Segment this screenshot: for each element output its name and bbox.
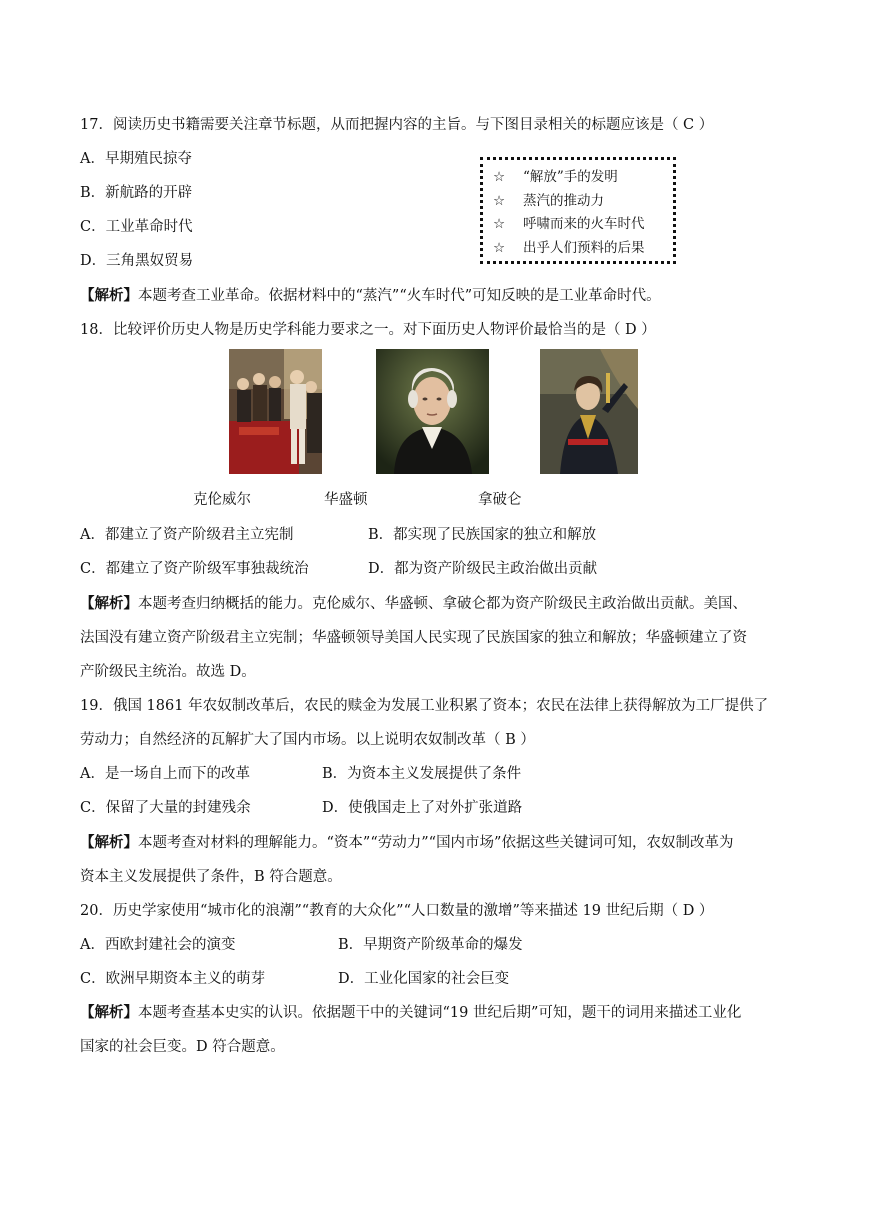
- caption-washington: 华盛顿: [324, 492, 368, 508]
- toc-item: ☆ 蒸汽的推动力: [493, 190, 673, 214]
- q17-stem: 17．阅读历史书籍需要关注章节标题，从而把握内容的主旨。与下图目录相关的标题应该是（ C ）: [80, 117, 714, 133]
- toc-item: ☆ “解放”手的发明: [493, 166, 673, 190]
- star-icon: ☆: [493, 216, 506, 232]
- star-icon: ☆: [493, 192, 506, 209]
- q20-analysis-line-2: 国家的社会巨变。D 符合题意。: [80, 1039, 285, 1055]
- q19-analysis-line-2: 资本主义发展提供了条件，B 符合题意。: [80, 869, 342, 885]
- q18-option-c: C．都建立了资产阶级军事独裁统治: [80, 561, 309, 577]
- q19-option-b: B．为资本主义发展提供了条件: [322, 766, 522, 782]
- q20-option-c: C．欧洲早期资本主义的萌芽: [80, 971, 266, 987]
- q19-stem-line-2: 劳动力；自然经济的瓦解扩大了国内市场。以上说明农奴制改革（ B ）: [80, 732, 535, 748]
- q17-option-a: A．早期殖民掠夺: [80, 151, 192, 167]
- q17-option-c: C．工业革命时代: [80, 219, 193, 235]
- star-icon: ☆: [493, 169, 506, 185]
- q19-stem-line-1: 19．俄国 1861 年农奴制改革后，农民的赎金为发展工业积累了资本；农民在法律上获得解放为工厂提供了: [80, 698, 769, 714]
- star-icon: ☆: [493, 239, 506, 256]
- napoleon-portrait: [540, 349, 638, 474]
- q20-stem: 20．历史学家使用“城市化的浪潮”“教育的大众化”“人口数量的激增”等来描述 19 世纪后期（ D ）: [80, 903, 714, 919]
- q17-analysis: 【解析】本题考查工业革命。依据材料中的“蒸汽”“火车时代”可知反映的是工业革命时代。: [80, 287, 661, 304]
- q18-analysis-line-3: 产阶级民主统治。故选 D。: [80, 664, 256, 680]
- q19-analysis-line-1: 【解析】本题考查对材料的理解能力。“资本”“劳动力”“国内市场”依据这些关键词可知，农奴制改革为: [80, 834, 734, 851]
- caption-cromwell: 克伦威尔: [193, 492, 251, 508]
- q19-option-a: A．是一场自上而下的改革: [80, 766, 250, 782]
- washington-portrait: [376, 349, 489, 474]
- cromwell-portrait: [229, 349, 322, 474]
- q17-option-b: B．新航路的开辟: [80, 185, 193, 201]
- q19-option-d: D．使俄国走上了对外扩张道路: [322, 800, 523, 816]
- q19-option-c: C．保留了大量的封建残余: [80, 800, 251, 816]
- toc-item: ☆ 出乎人们预料的后果: [493, 237, 673, 261]
- q18-option-d: D．都为资产阶级民主政治做出贡献: [368, 561, 598, 577]
- toc-item: ☆ 呼啸而来的火车时代: [493, 213, 673, 237]
- q18-analysis-line-2: 法国没有建立资产阶级君主立宪制；华盛顿领导美国人民实现了民族国家的独立和解放；华盛顿建立了资: [80, 630, 747, 646]
- table-of-contents-box: [480, 157, 676, 264]
- q18-option-a: A．都建立了资产阶级君主立宪制: [80, 527, 294, 543]
- q20-option-a: A．西欧封建社会的演变: [80, 937, 236, 953]
- q18-option-b: B．都实现了民族国家的独立和解放: [368, 527, 597, 543]
- q20-analysis-line-1: 【解析】本题考查基本史实的认识。依据题干中的关键词“19 世纪后期”可知，题干的词用来描述工业化: [80, 1004, 742, 1021]
- caption-napoleon: 拿破仑: [478, 492, 522, 508]
- q17-option-d: D．三角黑奴贸易: [80, 253, 194, 269]
- q20-option-d: D．工业化国家的社会巨变: [338, 971, 510, 987]
- q18-analysis-line-1: 【解析】本题考查归纳概括的能力。克伦威尔、华盛顿、拿破仑都为资产阶级民主政治做出贡献。美国、: [80, 595, 747, 612]
- q20-option-b: B．早期资产阶级革命的爆发: [338, 937, 523, 953]
- q18-stem: 18．比较评价历史人物是历史学科能力要求之一。对下面历史人物评价最恰当的是（ D ）: [80, 322, 656, 338]
